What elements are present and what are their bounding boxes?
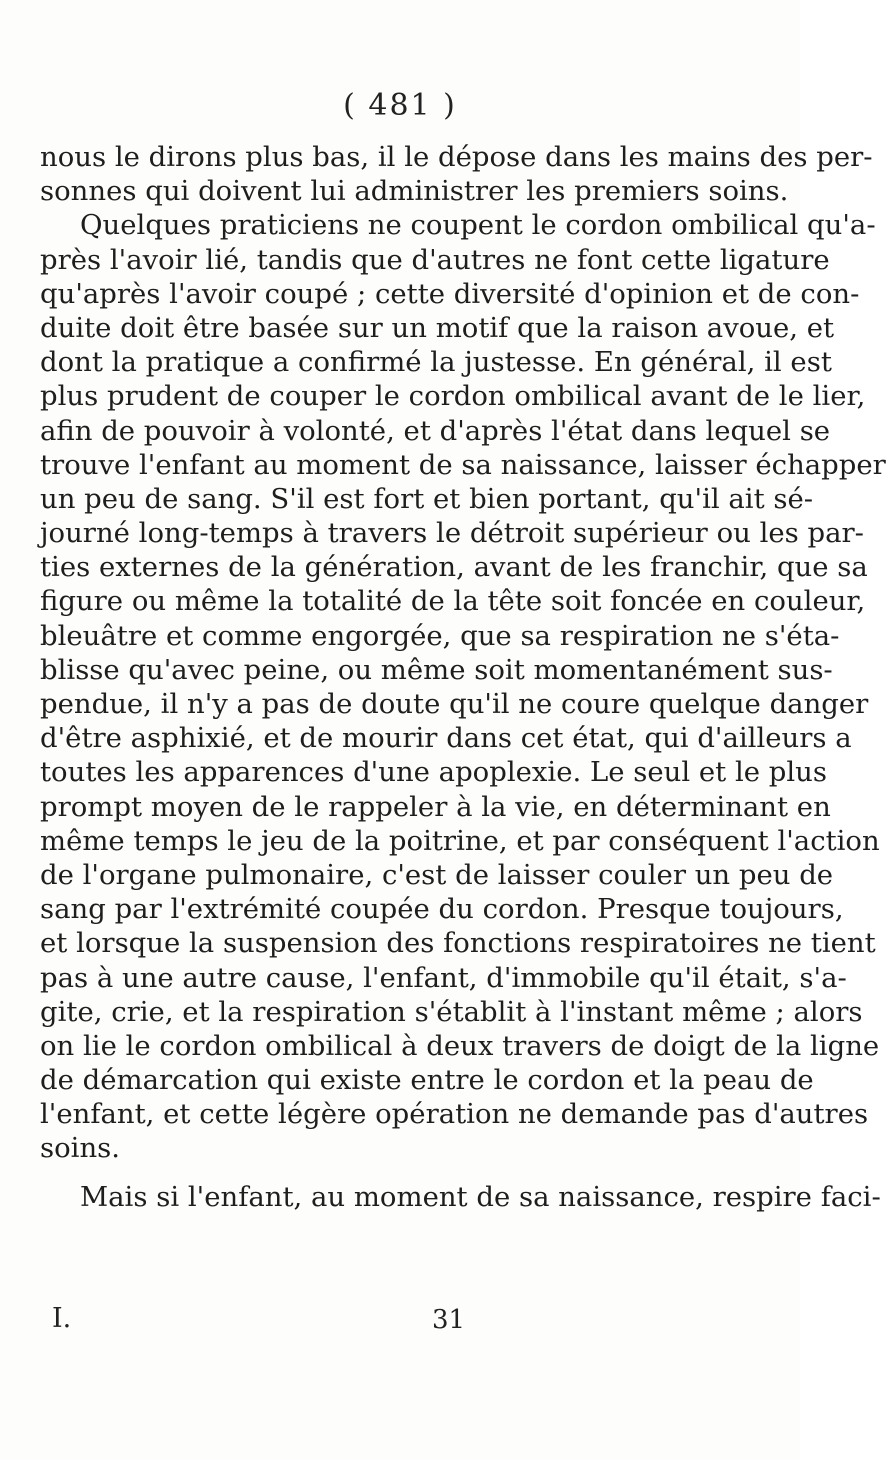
page-footer (40, 1303, 782, 1343)
text-line: figure ou même la totalité de la tête soit foncée en couleur, (40, 585, 866, 618)
page-header: ( 481 ) (343, 88, 457, 123)
text-line: bleuâtre et comme engorgée, que sa respiration ne s'éta- (40, 619, 840, 652)
text-line: pas à une autre cause, l'enfant, d'immobile qu'il était, s'a- (40, 961, 847, 994)
text-line: de démarcation qui existe entre le cordon et la peau de (40, 1064, 814, 1097)
text-line: plus prudent de couper le cordon ombilical avant de le lier, (40, 380, 866, 413)
text-line: prompt moyen de le rappeler à la vie, en déterminant en (40, 790, 831, 823)
text-line: ties externes de la génération, avant de les franchir, que sa (40, 551, 868, 584)
text-line: pendue, il n'y a pas de doute qu'il ne coure quelque danger (40, 688, 869, 720)
text-line: on lie le cordon ombilical à deux travers de doigt de la ligne (40, 1029, 880, 1062)
text-line: gite, crie, et la respiration s'établit à l'instant même ; alors (40, 995, 863, 1028)
text-line: un peu de sang. S'il est fort et bien portant, qu'il ait sé- (40, 482, 814, 515)
text-line: et lorsque la suspension des fonctions respiratoires ne tient (40, 927, 876, 960)
signature-mark: I. (52, 1303, 72, 1334)
text-line: soins. (40, 1132, 121, 1165)
text-line: journé long-temps à travers le détroit supérieur ou les par- (40, 517, 864, 550)
paragraphs (40, 140, 886, 1180)
folio-number: 31 (432, 1305, 466, 1335)
text-line: de l'organe pulmonaire, c'est de laisser couler un peu de (40, 858, 834, 891)
text-line: toutes les apparences d'une apoplexie. Le seul et le plus (40, 756, 827, 789)
text-line: qu'après l'avoir coupé ; cette diversité d'opinion et de con- (40, 277, 860, 310)
paragraph-gap (40, 1166, 782, 1180)
text-line: d'être asphixié, et de mourir dans cet état, qui d'ailleurs a (40, 722, 852, 755)
text-line: Quelques praticiens ne coupent le cordon ombilical qu'a- (80, 209, 876, 242)
text-line: sang par l'extrémité coupée du cordon. Presque toujours, (40, 893, 844, 926)
text-line: l'enfant, et cette légère opération ne demande pas d'autres (40, 1098, 869, 1131)
text-line: duite doit être basée sur un motif que la raison avoue, et (40, 311, 835, 344)
text-line: trouve l'enfant au moment de sa naissance, laisser échapper (40, 448, 886, 481)
body-text (40, 140, 886, 1214)
text-line: sonnes qui doivent lui administrer les premiers soins. (40, 175, 789, 208)
text-line: dont la pratique a confirmé la justesse. En général, il est (40, 346, 832, 379)
text-line: blisse qu'avec peine, ou même soit momentanément sus- (40, 653, 833, 686)
text-line: afin de pouvoir à volonté, et d'après l'état dans lequel se (40, 414, 831, 447)
last-line: Mais si l'enfant, au moment de sa naissance, respire faci- (80, 1180, 881, 1213)
text-line: nous le dirons plus bas, il le dépose dans les mains des per- (40, 141, 873, 173)
text-line: même temps le jeu de la poitrine, et par conséquent l'action (40, 824, 880, 857)
text-line: près l'avoir lié, tandis que d'autres ne font cette ligature (40, 243, 830, 276)
